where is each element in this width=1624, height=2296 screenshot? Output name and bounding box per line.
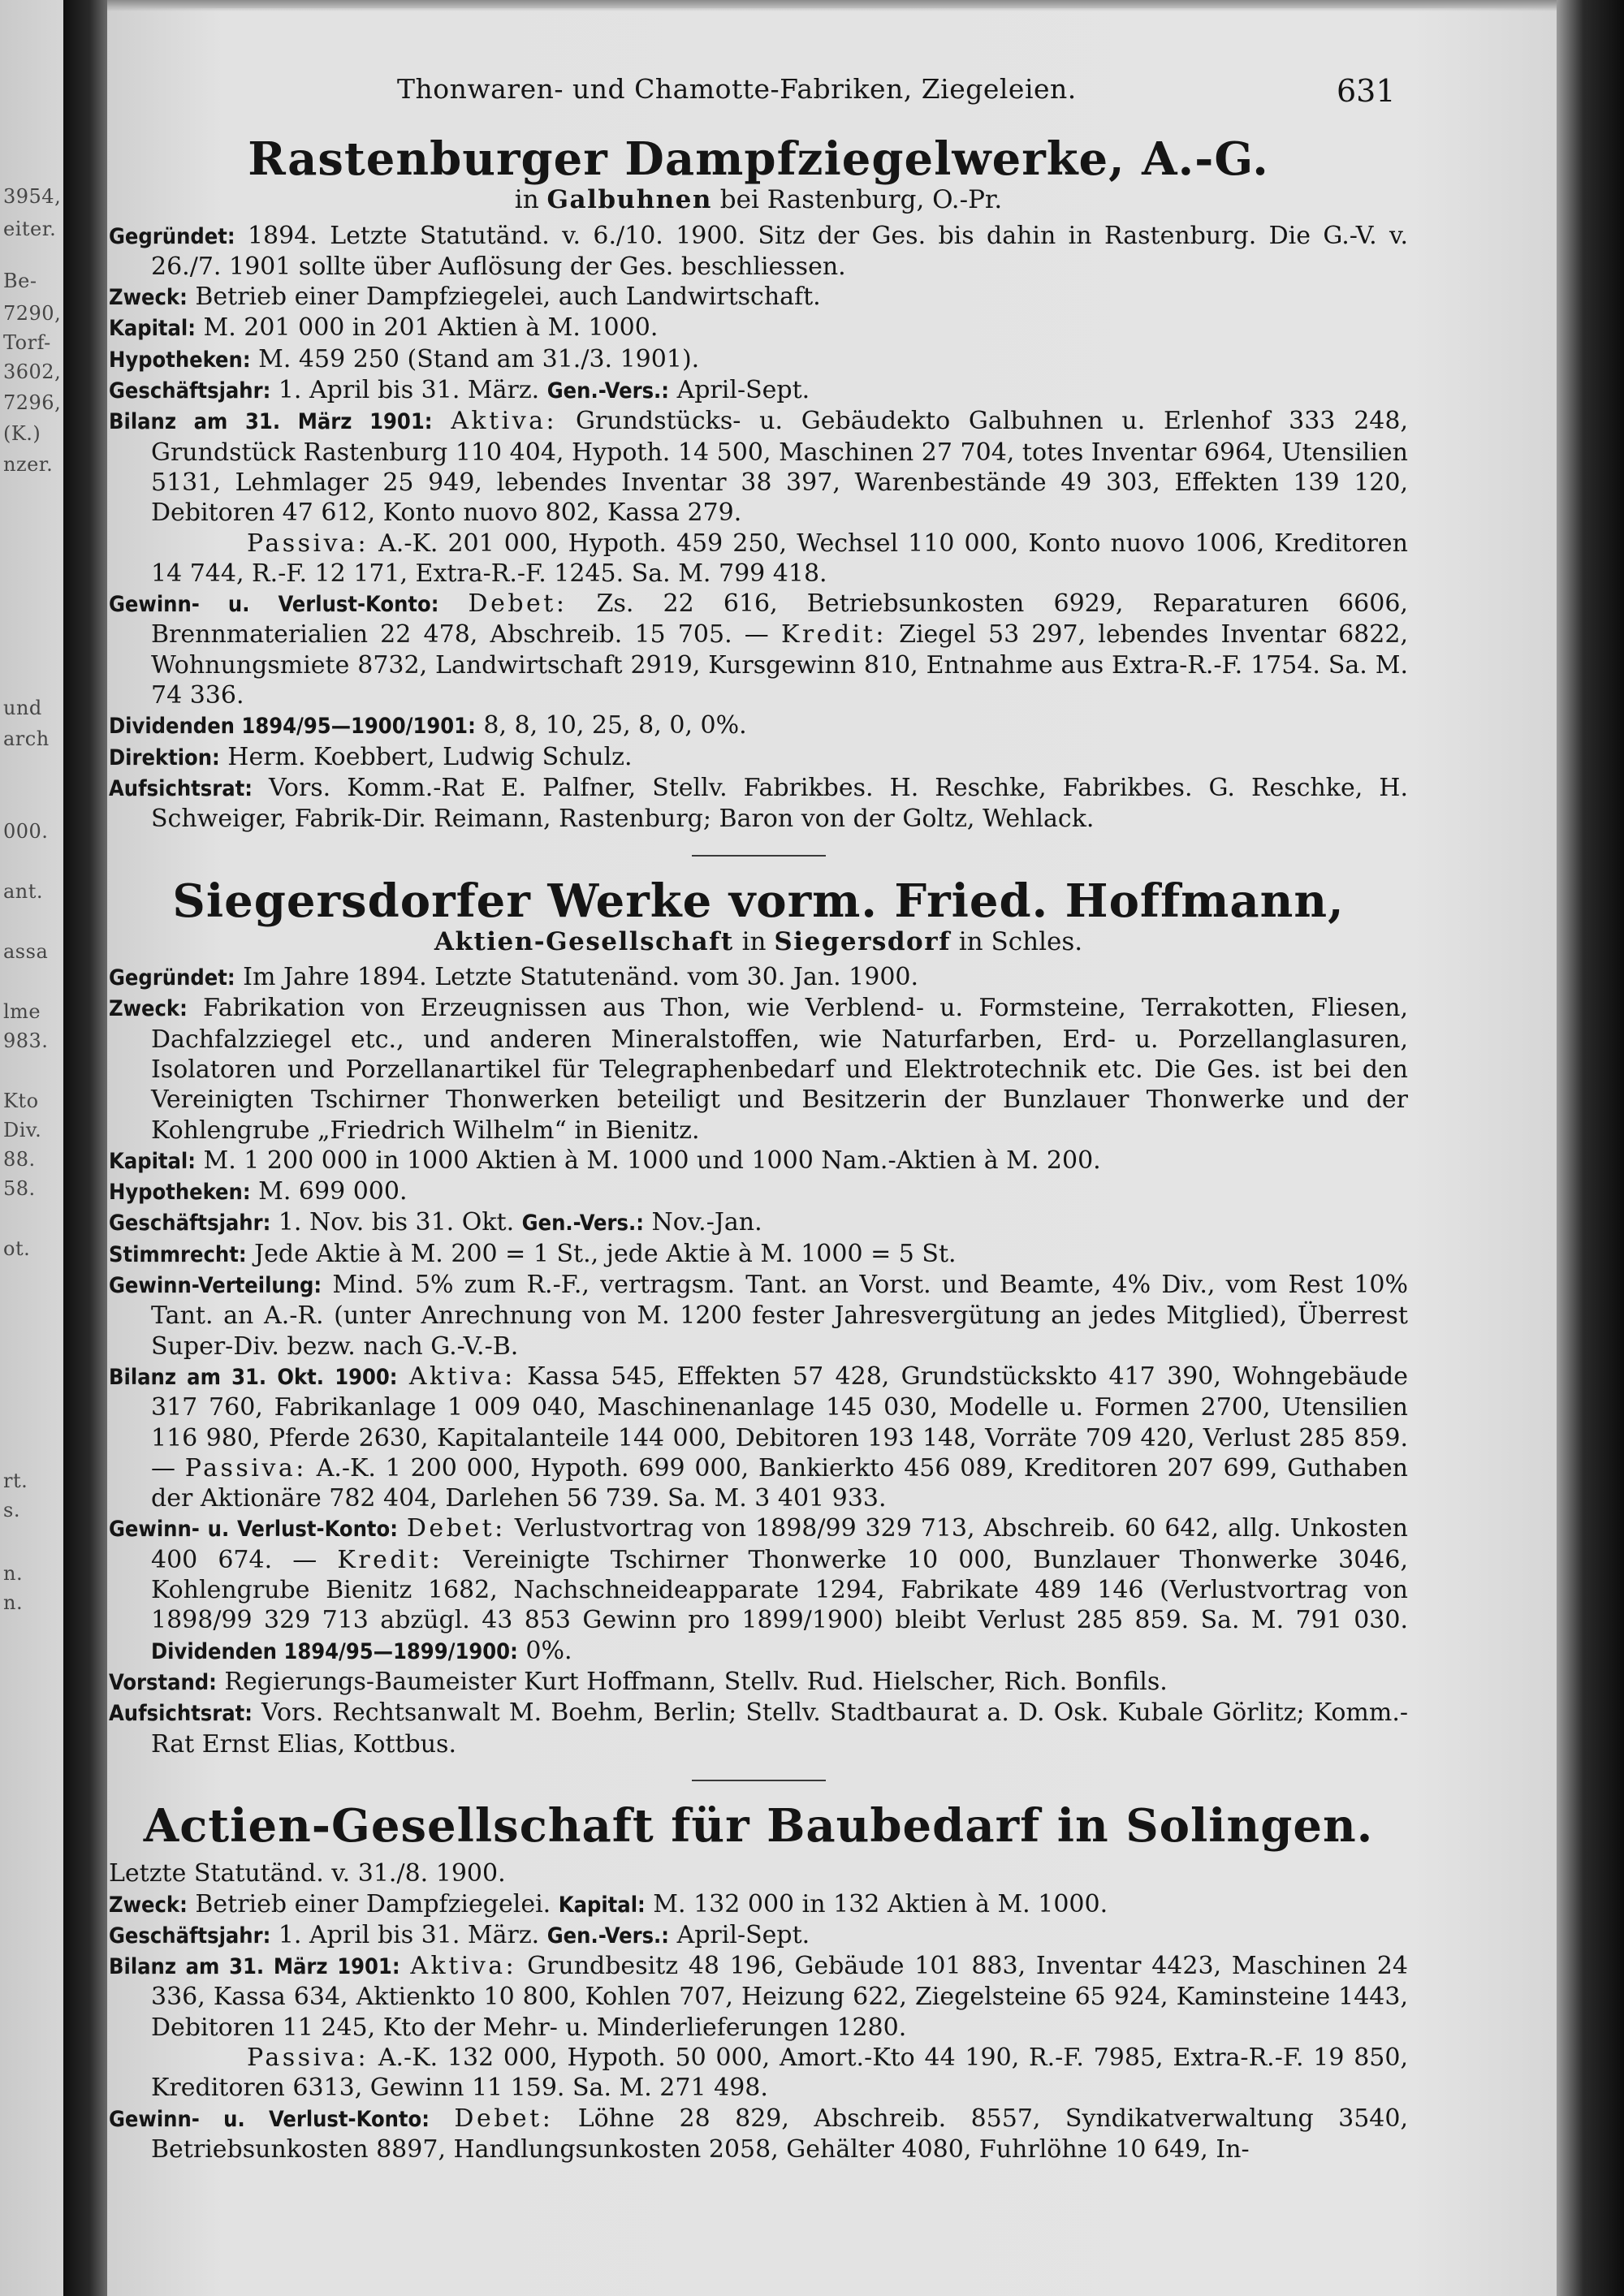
running-header: [109, 65, 1408, 133]
field-label: Hypotheken:: [109, 1180, 251, 1206]
field-value: 1894. Letzte Statutänd. v. 6./10. 1900. Sitz der Ges. bis dahin in Rastenburg. Die G.-V. v. 26./7. 1901 sollte über Auflösung der Ges. beschliessen.: [151, 221, 1408, 281]
margin-fragment: Torf-: [3, 331, 51, 354]
field-direktion: [109, 742, 1408, 773]
firm-type: Aktien-Gesellschaft: [434, 926, 734, 956]
field-label: Hypotheken:: [109, 347, 251, 373]
field-label: Geschäftsjahr:: [109, 1923, 271, 1949]
page-number: 631: [1337, 73, 1396, 109]
field-value: Grundbesitz 48 196, Gebäude 101 883, Inventar 4423, Maschinen 24 336, Kassa 634, Aktienkto 10 800, Kohlen 707, Heizung 622, Ziegelsteine 65 924, Kaminsteine 1443, Debitoren 11 245, Kto der Mehr- u. Minderlieferungen 1280.: [151, 1952, 1408, 2042]
margin-fragment: (K.): [3, 422, 41, 445]
subtitle-text: in Schles.: [958, 926, 1083, 956]
section-divider: [692, 855, 826, 857]
margin-fragment: 3954,: [3, 185, 62, 208]
margin-fragment: nzer.: [3, 453, 54, 476]
field-bilanz: [109, 1362, 1408, 1513]
firm-place: Siegersdorf: [774, 926, 951, 956]
margin-fragment: 000.: [3, 820, 49, 843]
margin-fragment: 7290,: [3, 302, 62, 325]
subtitle-text: bei Rastenburg, O.-Pr.: [719, 185, 1003, 215]
field-geschaeftsjahr: [109, 1920, 1408, 1951]
subtitle-text: in: [514, 185, 539, 215]
margin-fragment: assa: [3, 940, 49, 963]
margin-fragment: 3602,: [3, 360, 62, 383]
field-value: M. 132 000 in 132 Aktien à M. 1000.: [653, 1889, 1108, 1918]
field-zweck: [109, 1889, 1408, 1920]
field-label: Bilanz am 31. Okt. 1900:: [109, 1364, 398, 1390]
field-value: M. 201 000 in 201 Aktien à M. 1000.: [203, 313, 659, 343]
firm-subtitle: [109, 927, 1408, 957]
margin-fragment: Div.: [3, 1119, 42, 1142]
kredit-label: Kredit:: [780, 620, 887, 650]
firm-place: Galbuhnen: [546, 185, 712, 215]
field-label: Kapital:: [109, 316, 196, 342]
section-divider: [692, 1780, 826, 1781]
field-value: Vors. Komm.-Rat E. Palfner, Stellv. Fabrikbes. H. Reschke, Fabrikbes. G. Reschke, H. Schweiger, Fabrik-Dir. Reimann, Rastenburg; Baron von der Goltz, Wehlack.: [151, 773, 1408, 834]
field-passiva: [109, 529, 1408, 589]
firm-title: Rastenburger Dampfziegelwerke, A.-G.: [248, 132, 1269, 186]
entry-body: [109, 962, 1408, 1759]
field-zweck: [109, 993, 1408, 1145]
debet-label: Debet:: [454, 2104, 554, 2133]
field-label: Dividenden 1894/95—1900/1901:: [109, 714, 476, 740]
field-value: M. 699 000.: [258, 1177, 408, 1206]
kredit-label: Kredit:: [337, 1545, 443, 1574]
field-bilanz: [109, 1951, 1408, 2043]
aktiva-label: Aktiva:: [408, 1362, 516, 1391]
field-value: 1. April bis 31. März.: [278, 376, 540, 405]
field-gewinn-verteilung: [109, 1270, 1408, 1362]
field-value: Verlustvortrag von 1898/99 329 713, Abschreib. 60 642, allg. Unkosten 400 674. —: [151, 1514, 1408, 1574]
field-value: Kassa 545, Effekten 57 428, Grundstückskto 417 390, Wohngebäude 317 760, Fabrikanlage 1 009 040, Maschinenanlage 145 030, Modelle u. Formen 2700, Utensilien 116 980, Pferde 2630, Kapitalanteile 144 000, Debitoren 193 148, Vorräte 709 420, Verlust 285 859. —: [151, 1362, 1409, 1482]
field-value: Betrieb einer Dampfziegelei.: [195, 1889, 551, 1918]
field-label: Aufsichtsrat:: [109, 775, 253, 801]
field-value: Im Jahre 1894. Letzte Statutenänd. vom 30. Jan. 1900.: [243, 963, 919, 992]
field-label: Aufsichtsrat:: [109, 1701, 253, 1727]
margin-fragment: n.: [3, 1562, 24, 1585]
aktiva-label: Aktiva:: [410, 1952, 517, 1981]
passiva-label: Passiva:: [247, 529, 369, 558]
field-geschaeftsjahr: [109, 1207, 1408, 1238]
field-label: Zweck:: [109, 996, 188, 1022]
entry-siegersdorfer: [109, 875, 1408, 1759]
field-aufsichtsrat: [109, 773, 1408, 835]
margin-fragment: Kto: [3, 1090, 39, 1112]
field-gegruendet: [109, 221, 1408, 283]
field-label: Gegründet:: [109, 965, 235, 991]
field-label: Gewinn- u. Verlust-Konto:: [109, 1517, 398, 1543]
field-gegruendet: [109, 962, 1408, 993]
field-vorstand: [109, 1667, 1408, 1698]
field-label: Gewinn- u. Verlust-Konto:: [109, 592, 439, 618]
field-value: April-Sept.: [676, 376, 810, 405]
field-value: Jede Aktie à M. 200 = 1 St., jede Aktie à M. 1000 = 5 St.: [254, 1239, 957, 1268]
page-right-edge: [1557, 0, 1624, 2296]
margin-fragment: n.: [3, 1591, 24, 1614]
field-label: Direktion:: [109, 744, 220, 770]
field-value: 8, 8, 10, 25, 8, 0, 0%.: [483, 711, 747, 740]
running-title: Thonwaren- und Chamotte-Fabriken, Ziegeleien.: [397, 73, 1077, 105]
field-dividenden: [109, 710, 1408, 741]
field-zweck: [109, 282, 1408, 313]
field-value: Fabrikation von Erzeugnissen aus Thon, wie Verblend- u. Formsteine, Terrakotten, Fliesen, Dachfalzziegel etc., und anderen Mineralstoffen, wie Naturfarben, Erd- u. Porzellanglasuren, Isolatoren und Porzellanartikel für Telegraphenbedarf und Elektrotechnik etc. Die Ges. ist bei den Vereinigten Tschirner Thonwerken beteiligt und Besitzerin der Bunzlauer Thonwerke und der Kohlengrube „Friedrich Wilhelm“ in Bienitz.: [151, 994, 1408, 1145]
field-label: Gen.-Vers.:: [546, 1923, 670, 1949]
field-value: Ziegel 53 297, lebendes Inventar 6822, Wohnungsmiete 8732, Landwirtschaft 2919, Kursgewinn 810, Entnahme aus Extra-R.-F. 1754. Sa. M. 74 336.: [151, 620, 1408, 710]
field-value: 1. Nov. bis 31. Okt.: [278, 1208, 515, 1237]
field-statut: [109, 1858, 1408, 1888]
field-label: Vorstand:: [109, 1669, 217, 1695]
margin-fragment: und: [3, 697, 42, 719]
field-hypotheken: [109, 344, 1408, 375]
field-stimmrecht: [109, 1239, 1408, 1270]
field-bilanz: [109, 406, 1408, 528]
field-value: Regierungs-Baumeister Kurt Hoffmann, Stellv. Rud. Hielscher, Rich. Bonfils.: [224, 1667, 1168, 1696]
margin-fragment: ant.: [3, 880, 44, 903]
field-label: Zweck:: [109, 1892, 188, 1918]
field-value: 1. April bis 31. März.: [278, 1920, 540, 1949]
field-label: Gen.-Vers.:: [546, 378, 670, 404]
field-value: Letzte Statutänd. v. 31./8. 1900.: [109, 1859, 506, 1888]
firm-title: Actien-Gesellschaft für Baubedarf in Solingen.: [143, 1798, 1374, 1853]
aktiva-label: Aktiva:: [451, 407, 558, 436]
margin-fragment: 88.: [3, 1148, 36, 1171]
entry-body: [109, 1858, 1408, 2164]
debet-label: Debet:: [468, 589, 568, 619]
field-value: Herm. Koebbert, Ludwig Schulz.: [227, 742, 633, 771]
field-value: Vereinigte Tschirner Thonwerke 10 000, Bunzlauer Thonwerke 3046, Kohlengrube Bienitz 1682, Nachschneideapparate 1294, Fabrikate 489 146 (Verlustvortrag von 1898/99 329 713 abzügl. 43 853 Gewinn pro 1899/1900) bleibt Verlust 285 859. Sa. M. 791 030.: [151, 1545, 1408, 1635]
field-label: Gewinn-Verteilung:: [109, 1273, 322, 1299]
field-label: Gewinn- u. Verlust-Konto:: [109, 2106, 430, 2132]
field-label: Geschäftsjahr:: [109, 1211, 271, 1236]
field-value: M. 459 250 (Stand am 31./3. 1901).: [258, 344, 700, 373]
field-value: Mind. 5% zum R.-F., vertragsm. Tant. an Vorst. und Beamte, 4% Div., vom Rest 10% Tant. an A.-R. (unter Anrechnung von M. 1200 fester Jahresvergütung an jedes Mitglied), Überrest Super-Div. bezw. nach G.-V.-B.: [151, 1271, 1408, 1361]
field-label: Gegründet:: [109, 223, 235, 249]
field-passiva: [109, 2043, 1408, 2104]
book-gutter: [63, 0, 107, 2296]
field-value: April-Sept.: [676, 1920, 810, 1949]
field-label: Stimmrecht:: [109, 1241, 247, 1267]
entry-body: [109, 221, 1408, 835]
field-value: Betrieb einer Dampfziegelei, auch Landwirtschaft.: [195, 283, 821, 312]
debet-label: Debet:: [406, 1514, 506, 1543]
field-value: A.-K. 132 000, Hypoth. 50 000, Amort.-Kto 44 190, R.-F. 7985, Extra-R.-F. 19 850, Kreditoren 6313, Gewinn 11 159. Sa. M. 271 498.: [151, 2043, 1408, 2103]
field-value: M. 1 200 000 in 1000 Aktien à M. 1000 und 1000 Nam.-Aktien à M. 200.: [203, 1146, 1101, 1175]
field-label: Bilanz am 31. März 1901:: [109, 1954, 400, 1980]
firm-subtitle: [109, 185, 1408, 215]
field-value: A.-K. 1 200 000, Hypoth. 699 000, Bankierkto 456 089, Kreditoren 207 699, Guthaben der Aktionäre 782 404, Darlehen 56 739. Sa. M. 3 401 933.: [151, 1453, 1408, 1513]
field-label: Zweck:: [109, 285, 188, 311]
margin-fragment: eiter.: [3, 218, 57, 240]
field-value: Grundstücks- u. Gebäudekto Galbuhnen u. Erlenhof 333 248, Grundstück Rastenburg 110 404, Hypoth. 14 500, Maschinen 27 704, totes Inventar 6964, Utensilien 5131, Lehmlager 25 949, lebendes Inventar 38 397, Warenbestände 49 303, Effekten 139 120, Debitoren 47 612, Konto nuovo 802, Kassa 279.: [151, 407, 1408, 528]
field-value: Zs. 22 616, Betriebsunkosten 6929, Reparaturen 6606, Brennmaterialien 22 478, Abschreib. 15 705. —: [151, 589, 1408, 650]
field-aufsichtsrat: [109, 1698, 1408, 1759]
field-geschaeftsjahr: [109, 375, 1408, 406]
entry-rastenburger: [109, 133, 1408, 835]
margin-fragment: 983.: [3, 1029, 49, 1052]
field-label: Kapital:: [109, 1148, 196, 1174]
margin-fragment: arch: [3, 727, 50, 750]
field-value: Nov.-Jan.: [651, 1208, 762, 1237]
entry-baubedarf-solingen: [109, 1800, 1408, 2164]
field-label: Dividenden 1894/95—1899/1900:: [151, 1638, 518, 1664]
passiva-label: Passiva:: [184, 1453, 307, 1482]
field-value: 0%.: [525, 1636, 572, 1665]
field-value: Löhne 28 829, Abschreib. 8557, Syndikatverwaltung 3540, Betriebsunkosten 8897, Handlungsunkosten 2058, Gehälter 4080, Fuhrlöhne 10 649, In-: [151, 2104, 1409, 2164]
field-label: Gen.-Vers.:: [521, 1211, 644, 1236]
field-gewinn-verlust: [109, 2104, 1408, 2165]
page-content: [109, 65, 1408, 2164]
page-top-shadow: [107, 0, 1557, 11]
margin-fragment: 58.: [3, 1177, 36, 1200]
margin-fragment: ot.: [3, 1237, 31, 1260]
firm-title: Siegersdorfer Werke vorm. Fried. Hoffmann,: [172, 874, 1345, 928]
field-value: A.-K. 201 000, Hypoth. 459 250, Wechsel 110 000, Konto nuovo 1006, Kreditoren 14 744, R.-F. 12 171, Extra-R.-F. 1245. Sa. M. 799 418.: [151, 529, 1409, 588]
field-hypotheken: [109, 1176, 1408, 1207]
margin-fragment: s.: [3, 1499, 20, 1521]
passiva-label: Passiva:: [247, 2043, 369, 2072]
subtitle-text: in: [741, 926, 767, 956]
field-value: Vors. Rechtsanwalt M. Boehm, Berlin; Stellv. Stadtbaurat a. D. Osk. Kubale Görlitz; Komm.-Rat Ernst Elias, Kottbus.: [151, 1698, 1408, 1759]
margin-fragment: Be-: [3, 270, 37, 292]
field-label: Bilanz am 31. März 1901:: [109, 409, 433, 435]
field-gewinn-verlust: [109, 1513, 1408, 1666]
field-label: Kapital:: [558, 1892, 646, 1918]
margin-fragment: rt.: [3, 1470, 28, 1492]
field-gewinn-verlust: [109, 589, 1408, 710]
margin-fragment: lme: [3, 1000, 41, 1023]
field-kapital: [109, 1146, 1408, 1176]
previous-page-edge: [0, 0, 63, 2296]
margin-fragment: 7296,: [3, 391, 62, 414]
field-kapital: [109, 313, 1408, 343]
field-label: Geschäftsjahr:: [109, 378, 271, 404]
